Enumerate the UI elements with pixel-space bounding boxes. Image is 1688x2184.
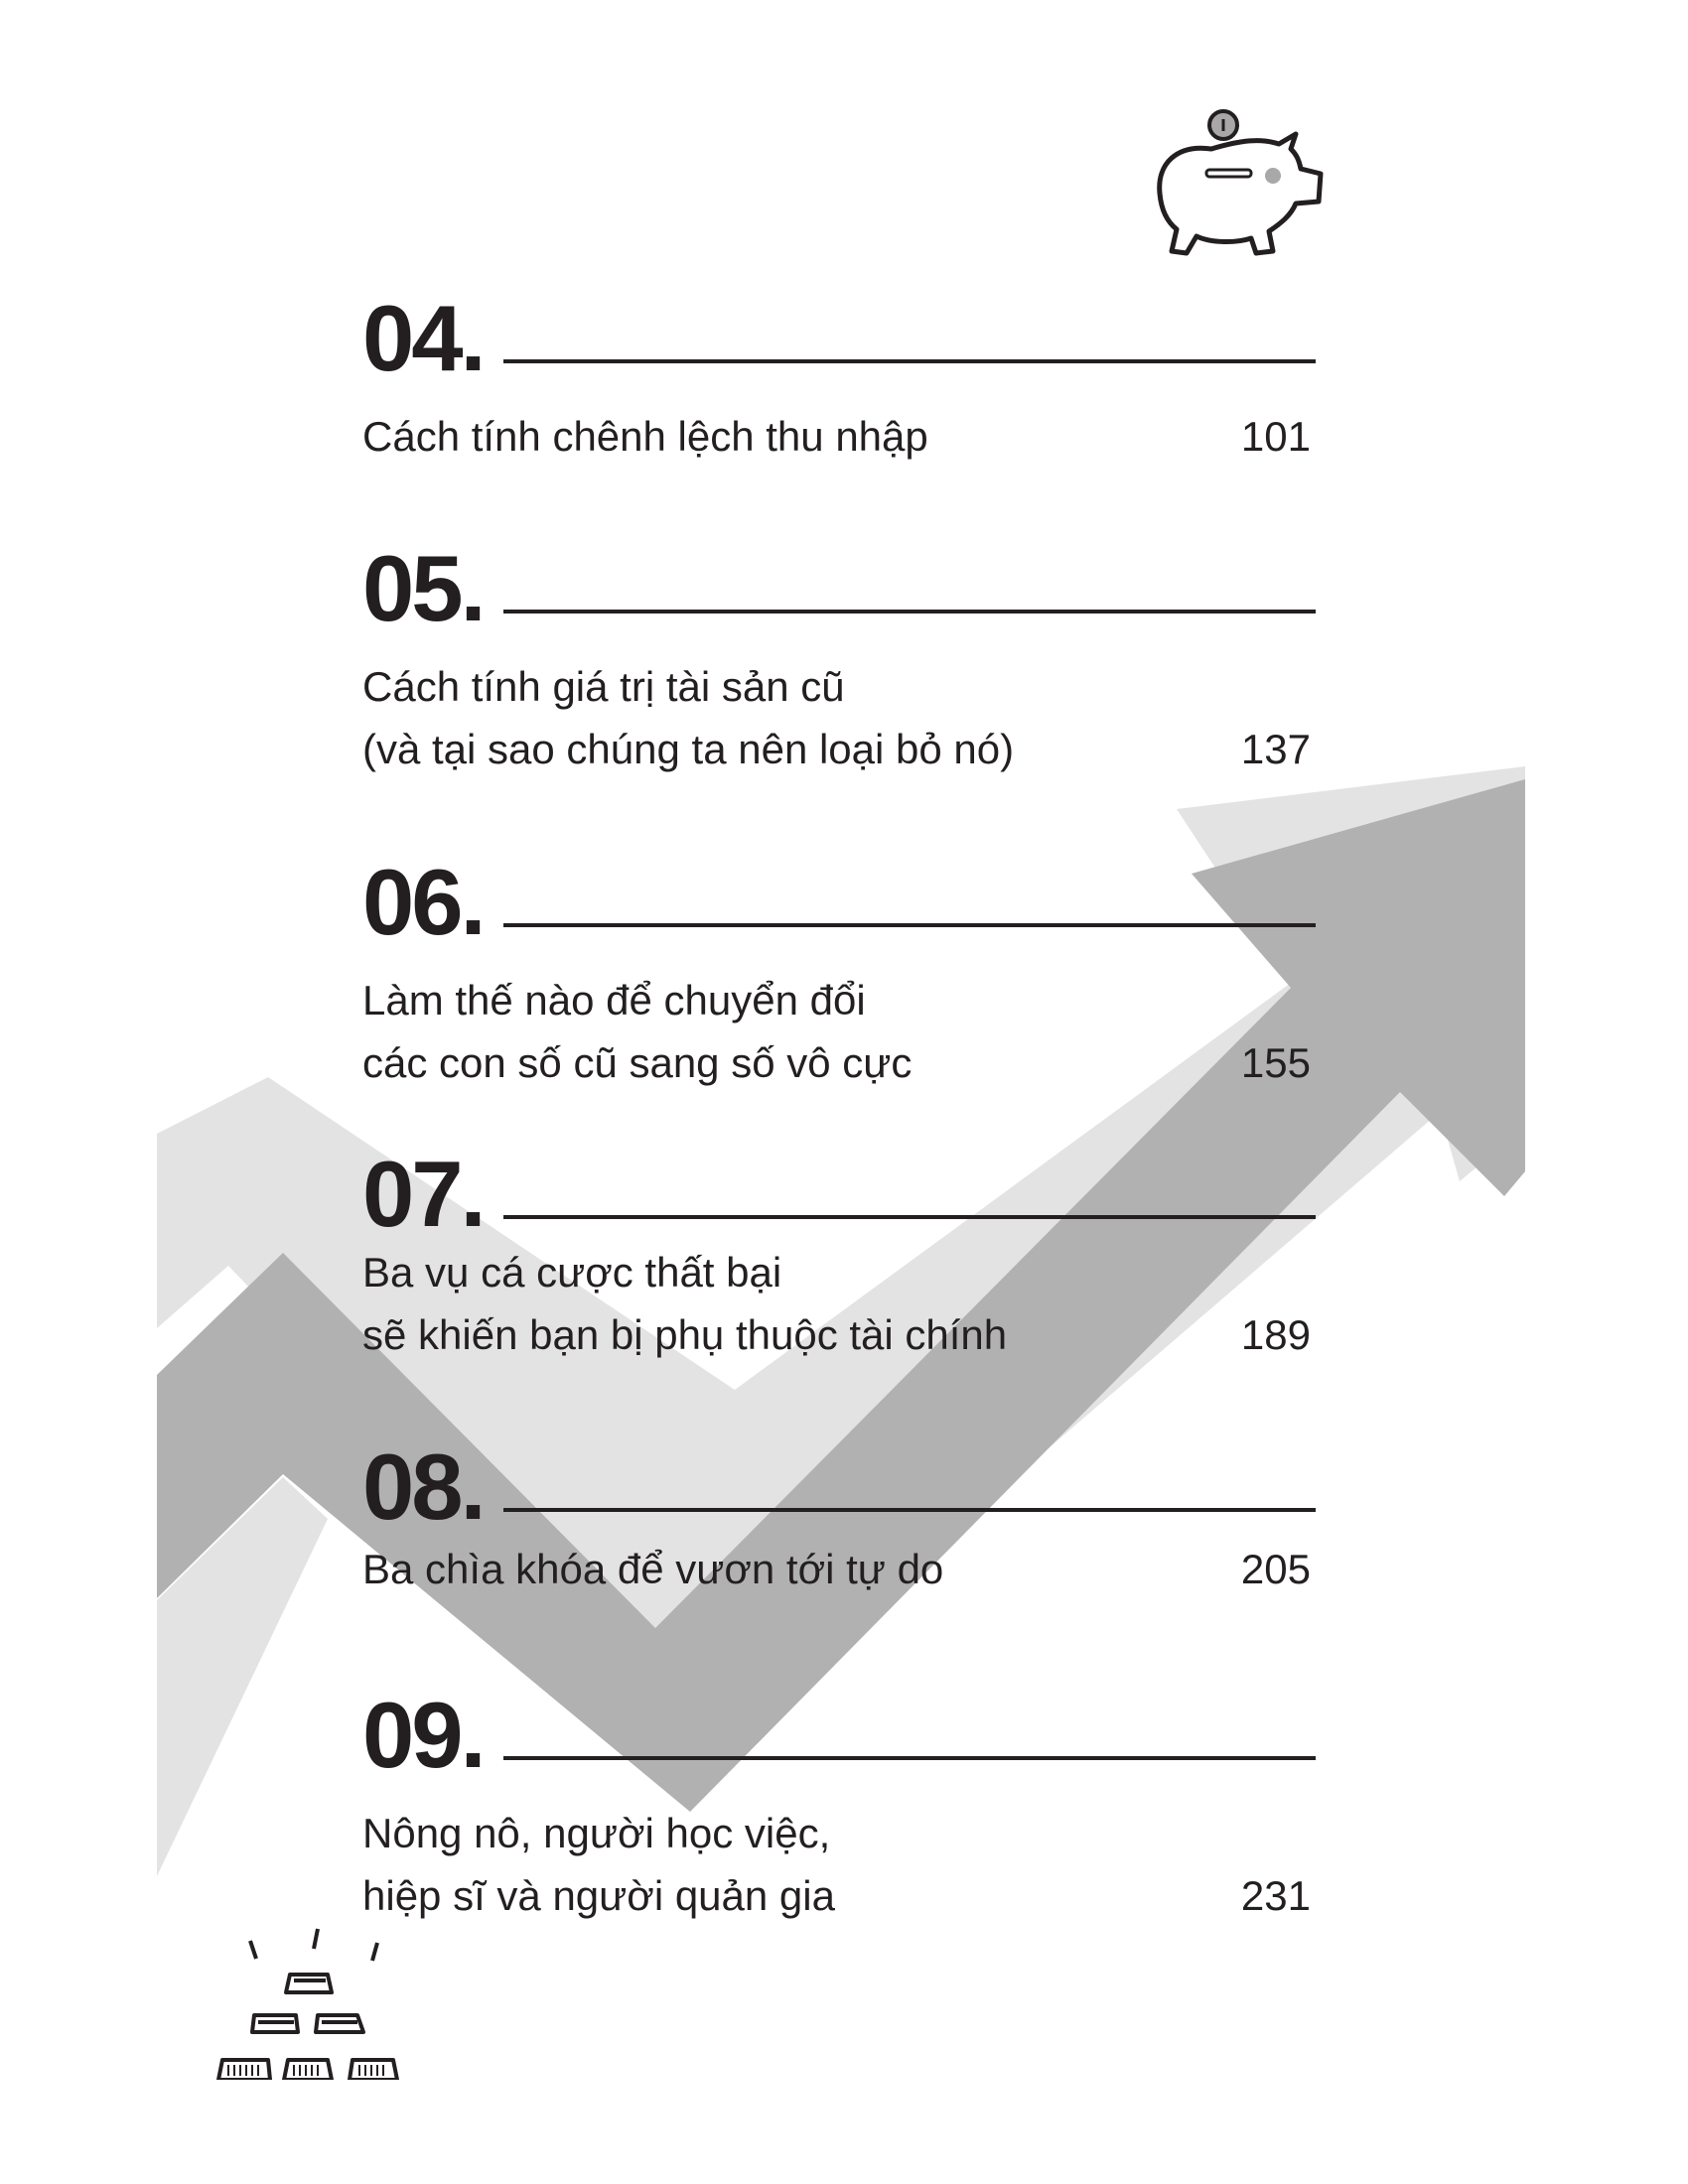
page-number: 231 xyxy=(1240,1872,1311,1919)
chapter-title: Nông nô, người học việc, xyxy=(362,1810,831,1856)
toc-entry-05 xyxy=(362,526,1316,780)
chapter-number: 09. xyxy=(362,1682,484,1787)
chapter-number: 06. xyxy=(362,849,484,954)
chapter-title: Ba vụ cá cược thất bại xyxy=(362,1249,782,1296)
chapter-number: 07. xyxy=(362,1141,484,1246)
chapter-title: Cách tính giá trị tài sản cũ xyxy=(362,663,845,710)
page-number: 189 xyxy=(1240,1311,1311,1358)
chapter-title: (và tại sao chúng ta nên loại bỏ nó) xyxy=(362,726,1015,772)
toc-entry-08 xyxy=(362,1425,1316,1600)
page-number: 101 xyxy=(1240,413,1311,460)
chapter-title: Ba chìa khóa để vươn tới tự do xyxy=(362,1546,944,1592)
chapter-title: hiệp sĩ và người quản gia xyxy=(362,1872,835,1919)
divider-line xyxy=(503,359,1316,363)
chapter-title: sẽ khiến bạn bị phụ thuộc tài chính xyxy=(362,1311,1008,1358)
chapter-number: 05. xyxy=(362,535,484,640)
toc-entry-07 xyxy=(362,1132,1316,1366)
page-number: 137 xyxy=(1240,726,1311,772)
divider-line xyxy=(503,1508,1316,1512)
divider-line xyxy=(503,1215,1316,1219)
page-number: 155 xyxy=(1240,1039,1311,1086)
page-number: 205 xyxy=(1240,1546,1311,1592)
toc-entry-09 xyxy=(362,1673,1316,1927)
toc-entry-04 xyxy=(362,276,1316,468)
chapter-number: 04. xyxy=(362,285,484,390)
toc-entry-06 xyxy=(362,840,1316,1094)
chapter-title: các con số cũ sang số vô cực xyxy=(362,1039,913,1086)
chapter-title: Cách tính chênh lệch thu nhập xyxy=(362,413,928,460)
chapter-number: 08. xyxy=(362,1433,484,1539)
divider-line xyxy=(503,923,1316,927)
divider-line xyxy=(503,1756,1316,1760)
divider-line xyxy=(503,610,1316,614)
chapter-title: Làm thế nào để chuyển đổi xyxy=(362,977,866,1024)
